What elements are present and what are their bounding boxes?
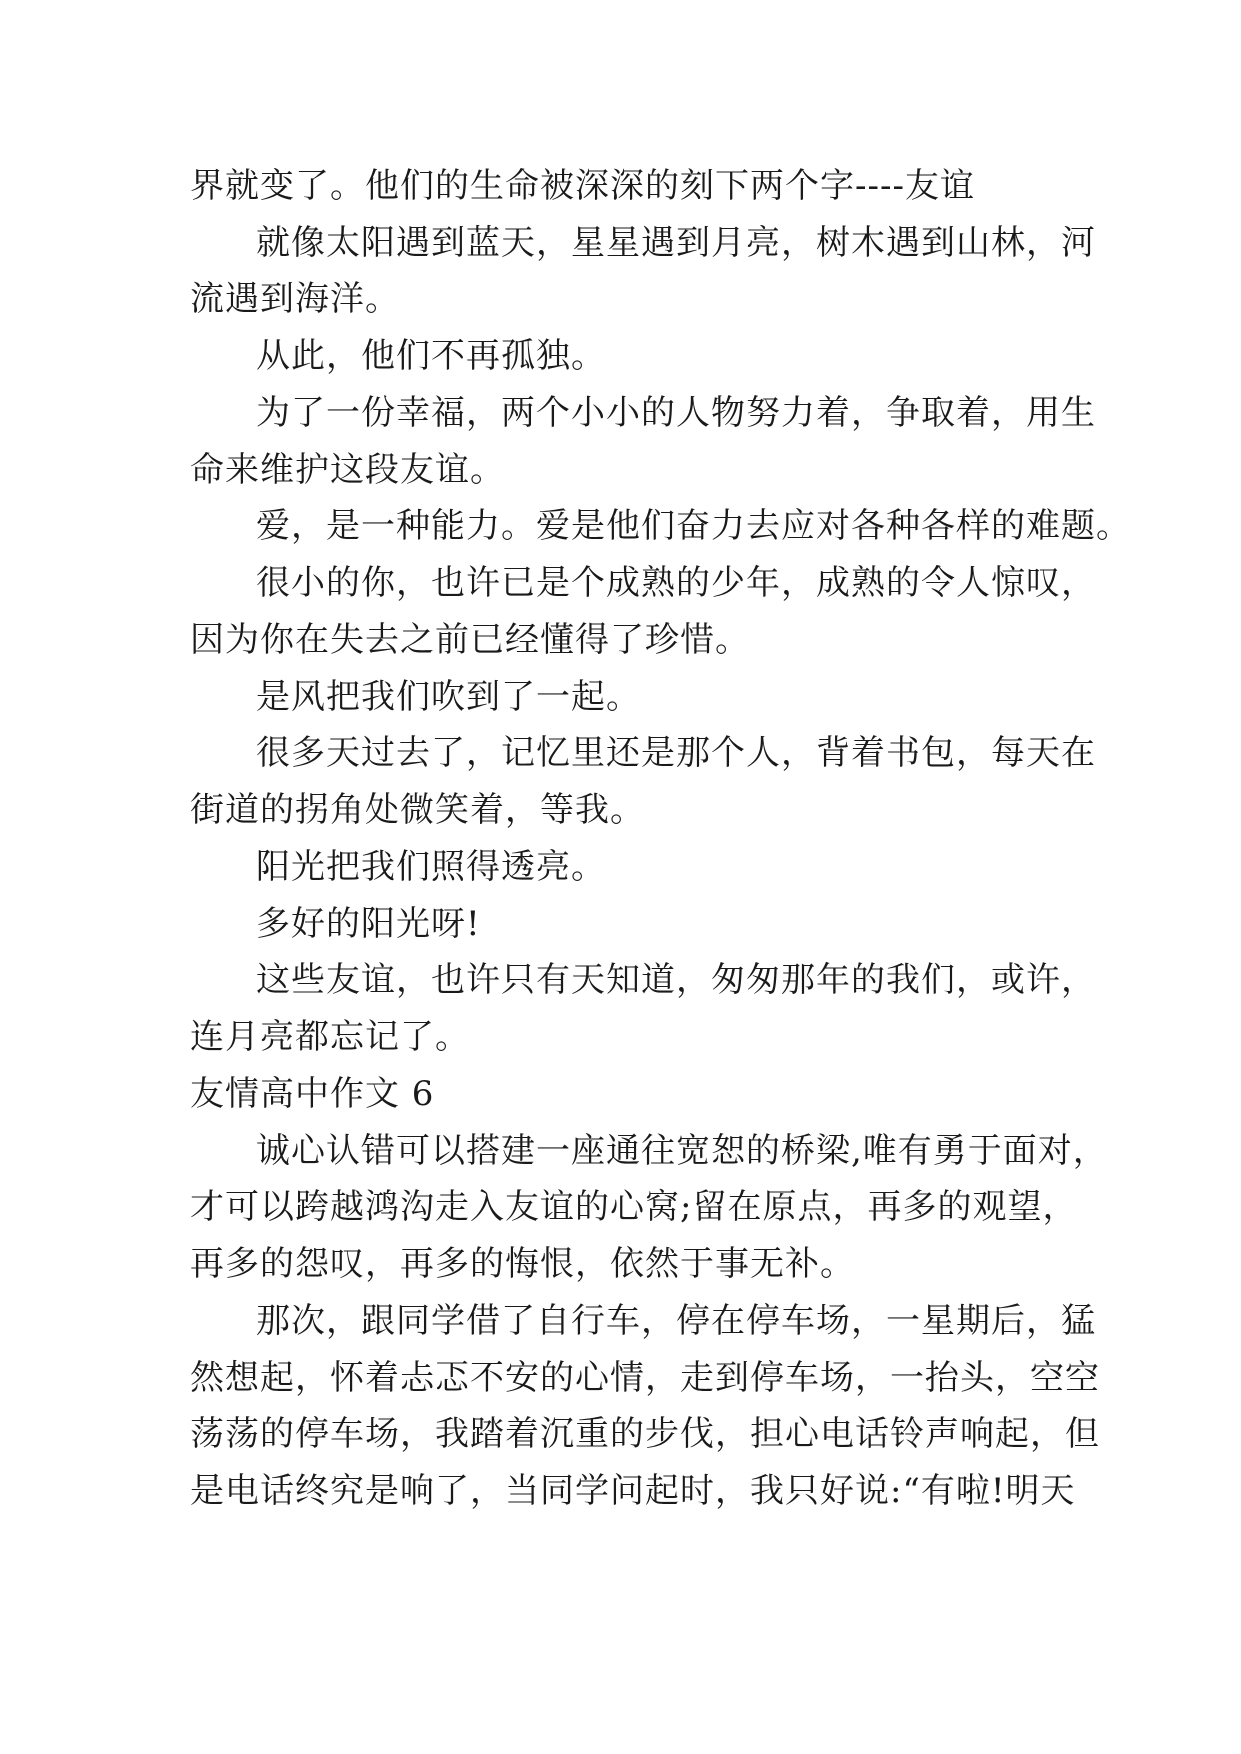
paragraph-line: 是风把我们吹到了一起。: [256, 677, 641, 717]
paragraph-line: 那次，跟同学借了自行车，停在停车场，一星期后，猛: [256, 1301, 1096, 1341]
paragraph-line: 为了一份幸福，两个小小的人物努力着，争取着，用生: [256, 393, 1096, 433]
section-heading: 友情高中作文 6: [190, 1074, 435, 1114]
paragraph-line: 连月亮都忘记了。: [190, 1017, 470, 1057]
paragraph-line: 阳光把我们照得透亮。: [256, 847, 606, 887]
paragraph-line: 街道的拐角处微笑着，等我。: [190, 790, 645, 830]
paragraph-line: 界就变了。他们的生命被深深的刻下两个字----友谊: [190, 166, 975, 206]
paragraph-line: 流遇到海洋。: [190, 279, 400, 319]
paragraph-line: 荡荡的停车场，我踏着沉重的步伐，担心电话铃声响起，但: [190, 1414, 1100, 1454]
paragraph-line: 然想起，怀着忐忑不安的心情，走到停车场，一抬头，空空: [190, 1358, 1100, 1398]
paragraph-line: 命来维护这段友谊。: [190, 450, 505, 490]
paragraph-line: 从此，他们不再孤独。: [256, 336, 606, 376]
paragraph-line: 再多的怨叹，再多的悔恨，依然于事无补。: [190, 1244, 855, 1284]
paragraph-line: 很多天过去了，记忆里还是那个人，背着书包，每天在: [256, 733, 1096, 773]
paragraph-line: 诚心认错可以搭建一座通往宽恕的桥梁,唯有勇于面对，: [256, 1131, 1108, 1171]
paragraph-line: 是电话终究是响了，当同学问起时，我只好说:“有啦!明天: [190, 1471, 1076, 1511]
paragraph-line: 就像太阳遇到蓝天，星星遇到月亮，树木遇到山林，河: [256, 223, 1096, 263]
paragraph-line: 这些友谊，也许只有天知道，匆匆那年的我们，或许，: [256, 960, 1096, 1000]
paragraph-line: 因为你在失去之前已经懂得了珍惜。: [190, 620, 750, 660]
paragraph-line: 很小的你，也许已是个成熟的少年，成熟的令人惊叹，: [256, 563, 1096, 603]
paragraph-line: 多好的阳光呀!: [256, 904, 481, 944]
paragraph-line: 才可以跨越鸿沟走入友谊的心窝;留在原点，再多的观望，: [190, 1187, 1078, 1227]
paragraph-line: 爱，是一种能力。爱是他们奋力去应对各种各样的难题。: [256, 506, 1131, 546]
